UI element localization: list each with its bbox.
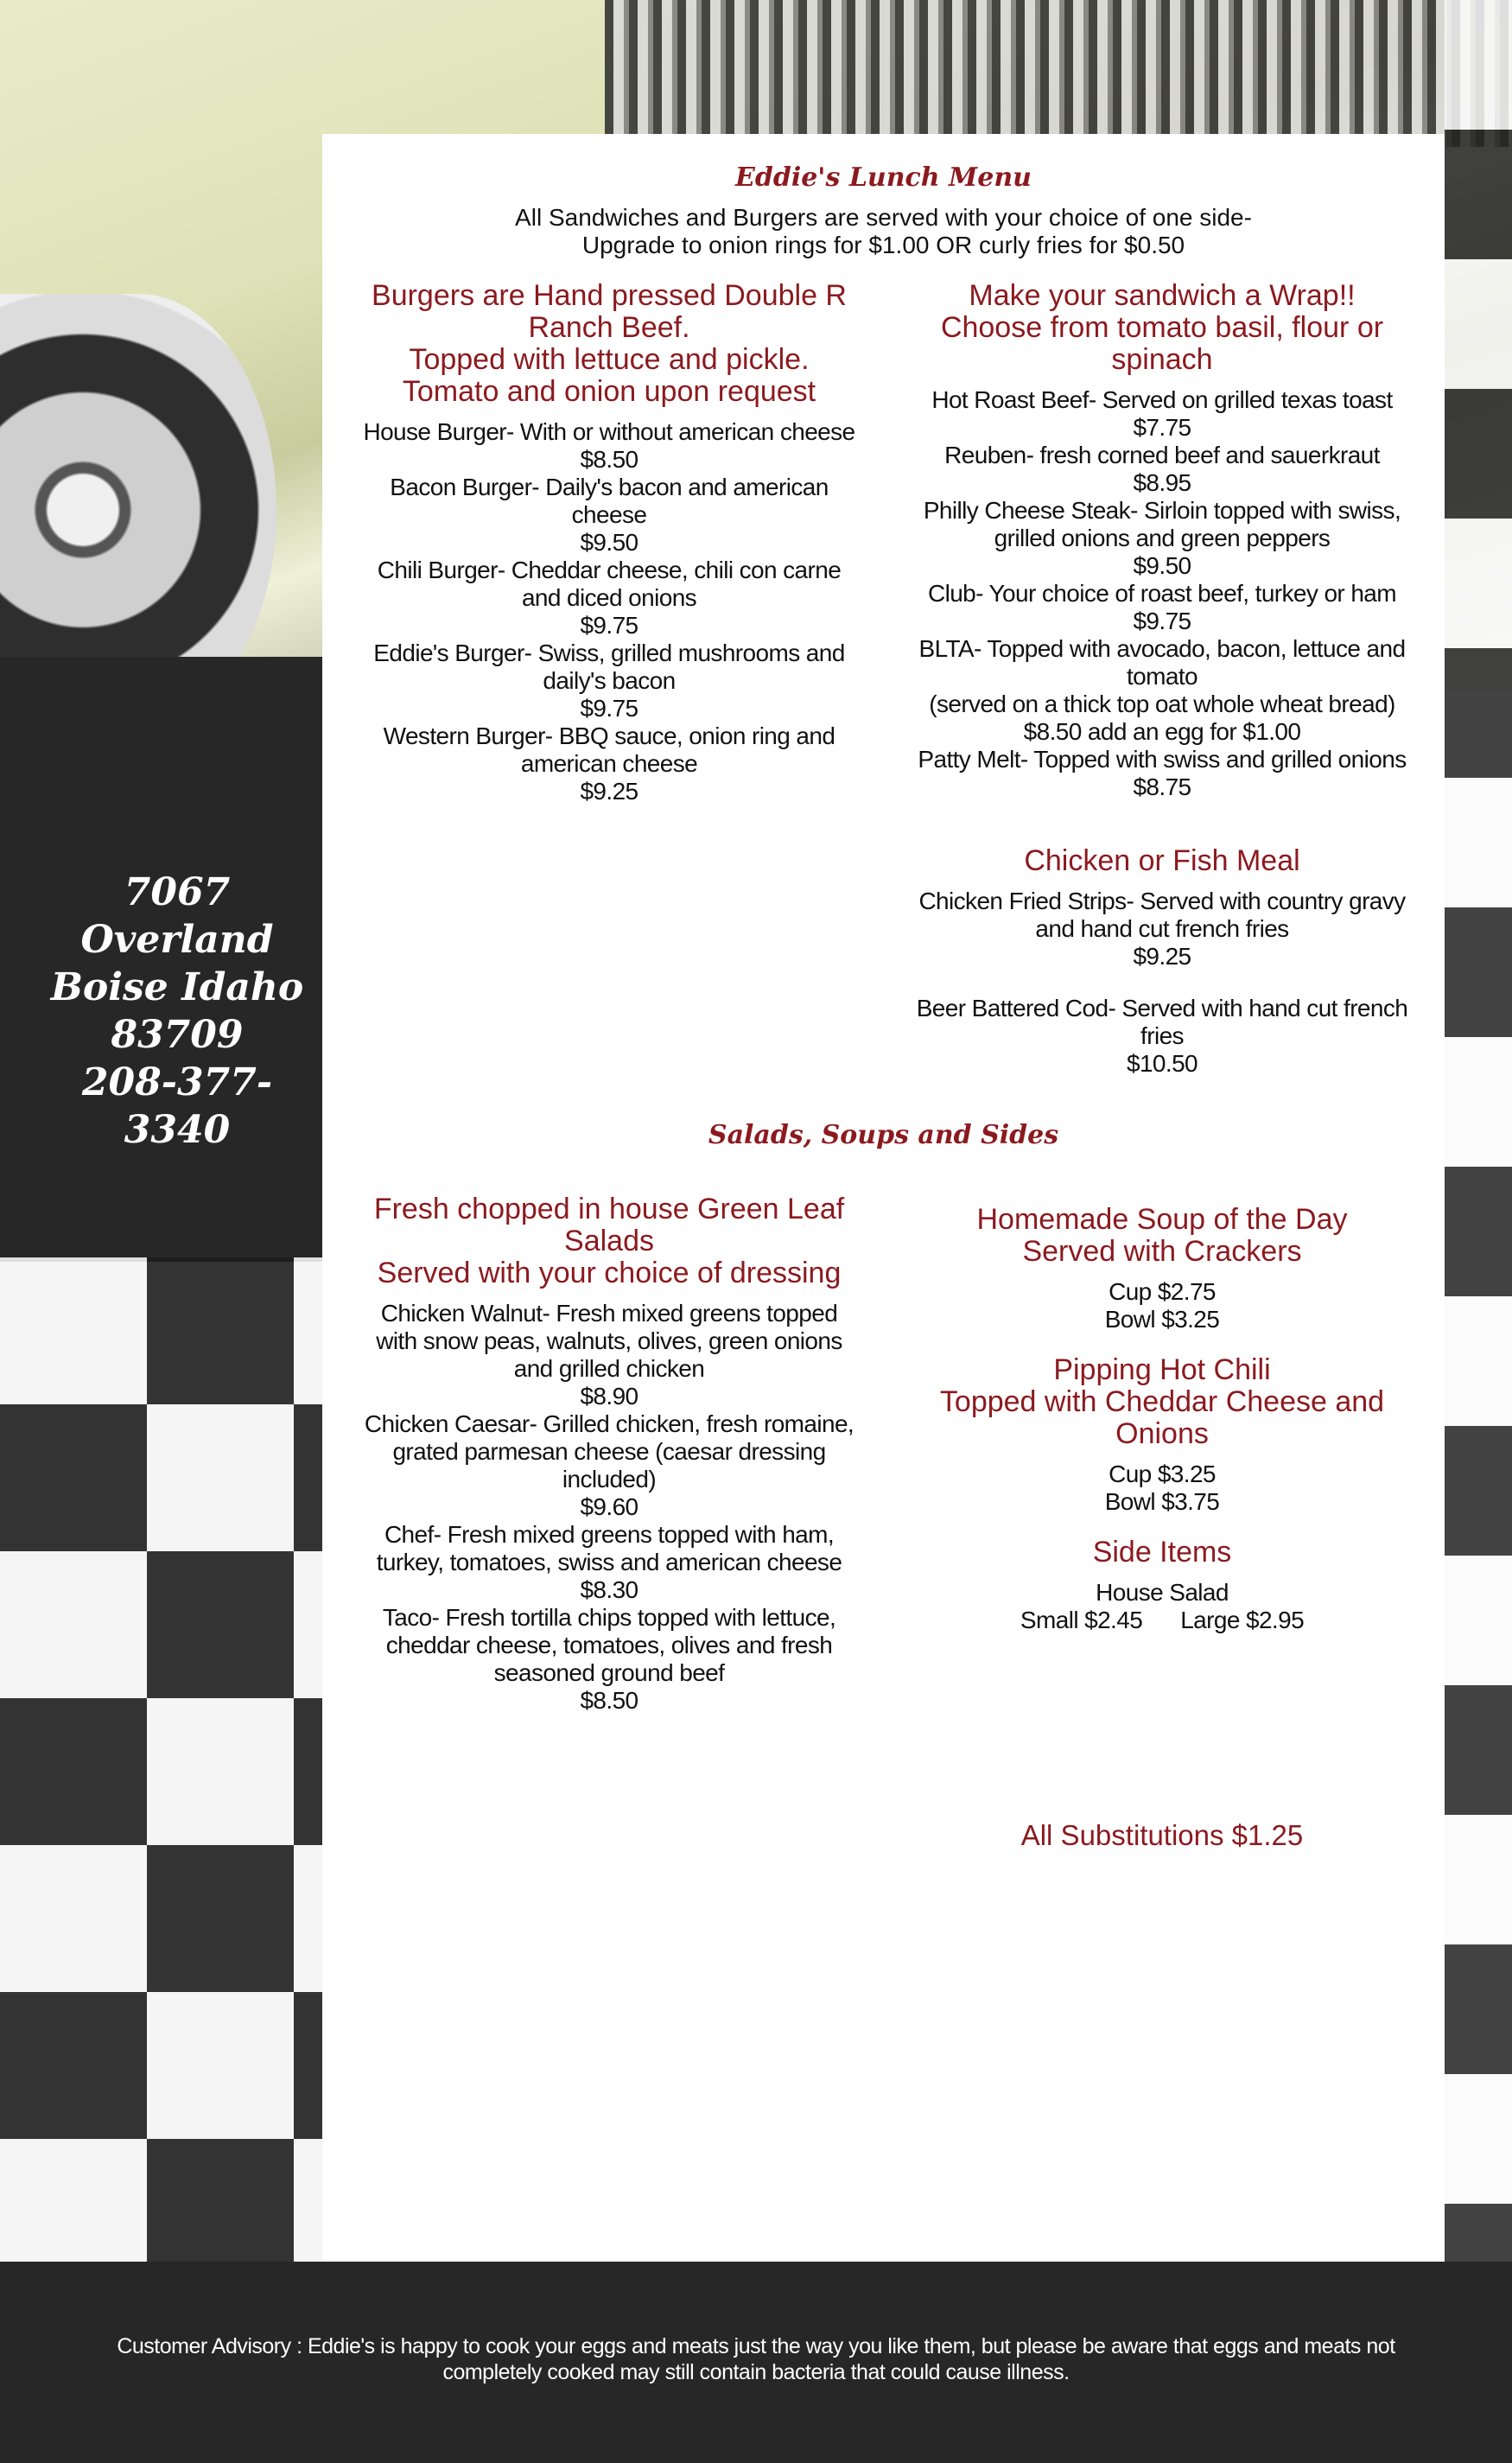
menu-item-price: $8.95 <box>1133 469 1191 496</box>
menu-item-description: Reuben- fresh corned beef and sauerkraut <box>944 442 1380 468</box>
menu-item-price: $9.25 <box>580 778 638 805</box>
menu-item <box>894 635 1430 746</box>
menu-item <box>894 497 1430 580</box>
heading-line: Choose from tomato basil, flour or <box>940 311 1384 344</box>
menu-item <box>341 1410 877 1521</box>
menu-item-description: fries <box>1140 1022 1184 1049</box>
menu-item <box>341 640 877 722</box>
burgers-section <box>341 280 877 805</box>
heading-line: Tomato and onion upon request <box>402 375 816 408</box>
heading-line: Burgers are Hand pressed Double R <box>372 279 847 312</box>
phone-line: 3340 <box>124 1108 231 1152</box>
checkered-flag-decoration <box>0 1257 322 2262</box>
menu-item-price: $7.75 <box>1133 414 1191 441</box>
address-line: 7067 <box>124 870 231 914</box>
menu-item-price: $9.50 <box>1133 552 1191 579</box>
menu-item-price: $8.50 <box>580 1687 638 1714</box>
address-line: Boise Idaho <box>50 965 304 1009</box>
menu-item-description: grilled onions and green peppers <box>994 525 1331 551</box>
intro-line: All Sandwiches and Burgers are served with your choice of one side- <box>515 204 1252 231</box>
menu-item <box>341 1300 877 1410</box>
spacer <box>894 971 1430 995</box>
large-price: Large $2.95 <box>1180 1607 1305 1633</box>
menu-item <box>341 474 877 557</box>
menu-item-price: $9.75 <box>580 695 638 722</box>
heading-line: Topped with Cheddar Cheese and <box>939 1385 1385 1418</box>
substitutions-note: All Substitutions $1.25 <box>1020 1819 1304 1851</box>
section-heading <box>894 280 1430 376</box>
menu-item-description: tomato <box>1127 663 1198 690</box>
menu-item-description: Patty Melt- Topped with swiss and grilled onions <box>918 746 1407 773</box>
menu-item-description: cheese <box>571 501 647 528</box>
heading-line: Served with your choice of dressing <box>377 1257 842 1289</box>
menu-title: Eddie's Lunch Menu <box>735 162 1032 193</box>
menu-item-price: $9.50 <box>580 529 638 556</box>
menu-item-description: Western Burger- BBQ sauce, onion ring and <box>383 722 835 749</box>
heading-line: Pipping Hot Chili <box>1053 1353 1271 1386</box>
menu-item-price: $9.75 <box>580 612 638 639</box>
menu-item-description: Chicken Walnut- Fresh mixed greens topped <box>380 1300 838 1327</box>
menu-item-description: Chicken Fried Strips- Served with country gravy <box>918 888 1406 914</box>
heading-line: Topped with lettuce and pickle. <box>409 343 810 376</box>
menu-item-price: $8.50 <box>580 446 638 473</box>
advisory-line: Customer Advisory : Eddie's is happy to cook your eggs and meats just the way you like them, but please be aware that eggs and meats not <box>117 2334 1395 2358</box>
menu-item-description: Bacon Burger- Daily's bacon and american <box>390 474 829 500</box>
menu-item-description: cheddar cheese, tomatoes, olives and fresh <box>385 1632 833 1658</box>
heading-line: Served with Crackers <box>1022 1235 1302 1268</box>
salads-soups-sides-title: Salads, Soups and Sides <box>708 1120 1059 1150</box>
chicken-fish-section <box>894 845 1430 1078</box>
car-grille-image <box>605 0 1512 147</box>
soup-heading <box>894 1204 1430 1268</box>
soup-bowl-price: Bowl $3.25 <box>1104 1306 1220 1333</box>
menu-item-price: $9.75 <box>1133 608 1191 634</box>
menu-item <box>341 418 877 474</box>
menu-item-description: Chicken Caesar- Grilled chicken, fresh romaine, <box>364 1410 854 1437</box>
menu-item-description: Chili Burger- Cheddar cheese, chili con carne <box>377 557 842 583</box>
menu-item-description: turkey, tomatoes, swiss and american cheese <box>376 1549 842 1575</box>
soup-cup-price: Cup $2.75 <box>1109 1278 1216 1305</box>
chili-heading <box>894 1354 1430 1450</box>
menu-item <box>341 1604 877 1715</box>
menu-item <box>894 995 1430 1078</box>
menu-item <box>894 580 1430 635</box>
menu-item-description: Taco- Fresh tortilla chips topped with lettuce, <box>382 1604 836 1631</box>
menu-item-description: seasoned ground beef <box>493 1659 725 1686</box>
sides-heading: Side Items <box>1092 1536 1232 1569</box>
menu-item-description: BLTA- Topped with avocado, bacon, lettuce and <box>918 635 1406 662</box>
address-line: Overland <box>80 918 274 962</box>
menu-item-description: Chef- Fresh mixed greens topped with ham, <box>384 1521 835 1548</box>
menu-item <box>341 557 877 640</box>
intro-line: Upgrade to onion rings for $1.00 OR curly fries for $0.50 <box>581 232 1185 258</box>
chili-bowl-price: Bowl $3.75 <box>1104 1488 1220 1515</box>
heading-line: Make your sandwich a Wrap!! <box>969 279 1356 312</box>
heading-line: Chicken or Fish Meal <box>1024 844 1300 877</box>
phone-line: 208-377- <box>81 1060 273 1104</box>
side-item-name: House Salad <box>1096 1579 1229 1606</box>
menu-item <box>894 888 1430 971</box>
section-heading <box>341 1193 877 1289</box>
menu-item-price: $8.50 add an egg for $1.00 <box>1023 718 1301 745</box>
menu-item-description: included) <box>562 1466 657 1492</box>
heading-line: spinach <box>1111 343 1213 376</box>
menu-item-description: daily's bacon <box>543 667 676 694</box>
address-line: 83709 <box>111 1013 244 1057</box>
menu-item-description: and grilled chicken <box>513 1355 705 1382</box>
soup-section <box>894 1204 1430 1634</box>
menu-item-price: $8.75 <box>1133 773 1191 800</box>
heading-line: Homemade Soup of the Day <box>976 1203 1348 1236</box>
heading-line: Fresh chopped in house Green Leaf <box>373 1193 845 1225</box>
chili-cup-price: Cup $3.25 <box>1109 1461 1216 1487</box>
heading-line: Salads <box>564 1225 654 1257</box>
heading-line: Onions <box>1115 1417 1209 1450</box>
menu-item-price: $8.30 <box>580 1576 638 1603</box>
menu-item-price: $9.25 <box>1133 943 1191 970</box>
menu-item-price: $10.50 <box>1126 1050 1198 1077</box>
menu-item-description: House Burger- With or without american cheese <box>363 418 855 445</box>
menu-item-description: Eddie's Burger- Swiss, grilled mushrooms and <box>373 640 845 666</box>
menu-item <box>894 442 1430 497</box>
section-heading <box>341 280 877 408</box>
menu-item-description: american cheese <box>520 750 698 777</box>
menu-item-description: (served on a thick top oat whole wheat bread) <box>929 691 1395 717</box>
advisory-line: completely cooked may still contain bacteria that could cause illness. <box>442 2360 1070 2384</box>
menu-item-price: $8.90 <box>580 1383 638 1410</box>
sandwiches-section <box>894 280 1430 801</box>
small-price: Small $2.45 <box>1020 1607 1143 1633</box>
salads-section <box>341 1193 877 1715</box>
menu-item-price: $9.60 <box>580 1493 638 1520</box>
menu-item-description: and diced onions <box>521 584 697 611</box>
checkered-strip-decoration <box>1445 0 1512 2262</box>
section-heading <box>894 845 1430 877</box>
menu-item-description: with snow peas, walnuts, olives, green onions <box>376 1327 842 1354</box>
side-item-prices <box>894 1607 1430 1634</box>
heading-line: Ranch Beef. <box>528 311 690 344</box>
restaurant-address <box>35 869 320 1154</box>
menu-item-description: and hand cut french fries <box>1035 915 1289 942</box>
customer-advisory <box>52 2333 1460 2385</box>
menu-item <box>894 386 1430 442</box>
menu-item-description: Club- Your choice of roast beef, turkey or ham <box>927 580 1397 607</box>
intro-text <box>322 204 1445 259</box>
menu-item <box>894 746 1430 801</box>
menu-item <box>341 722 877 805</box>
menu-item-description: Beer Battered Cod- Served with hand cut french <box>916 995 1408 1021</box>
menu-item-description: Philly Cheese Steak- Sirloin topped with swiss, <box>923 497 1401 524</box>
menu-item-description: Hot Roast Beef- Served on grilled texas toast <box>931 386 1393 413</box>
menu-item-description: grated parmesan cheese (caesar dressing <box>392 1438 826 1465</box>
menu-item <box>341 1521 877 1604</box>
